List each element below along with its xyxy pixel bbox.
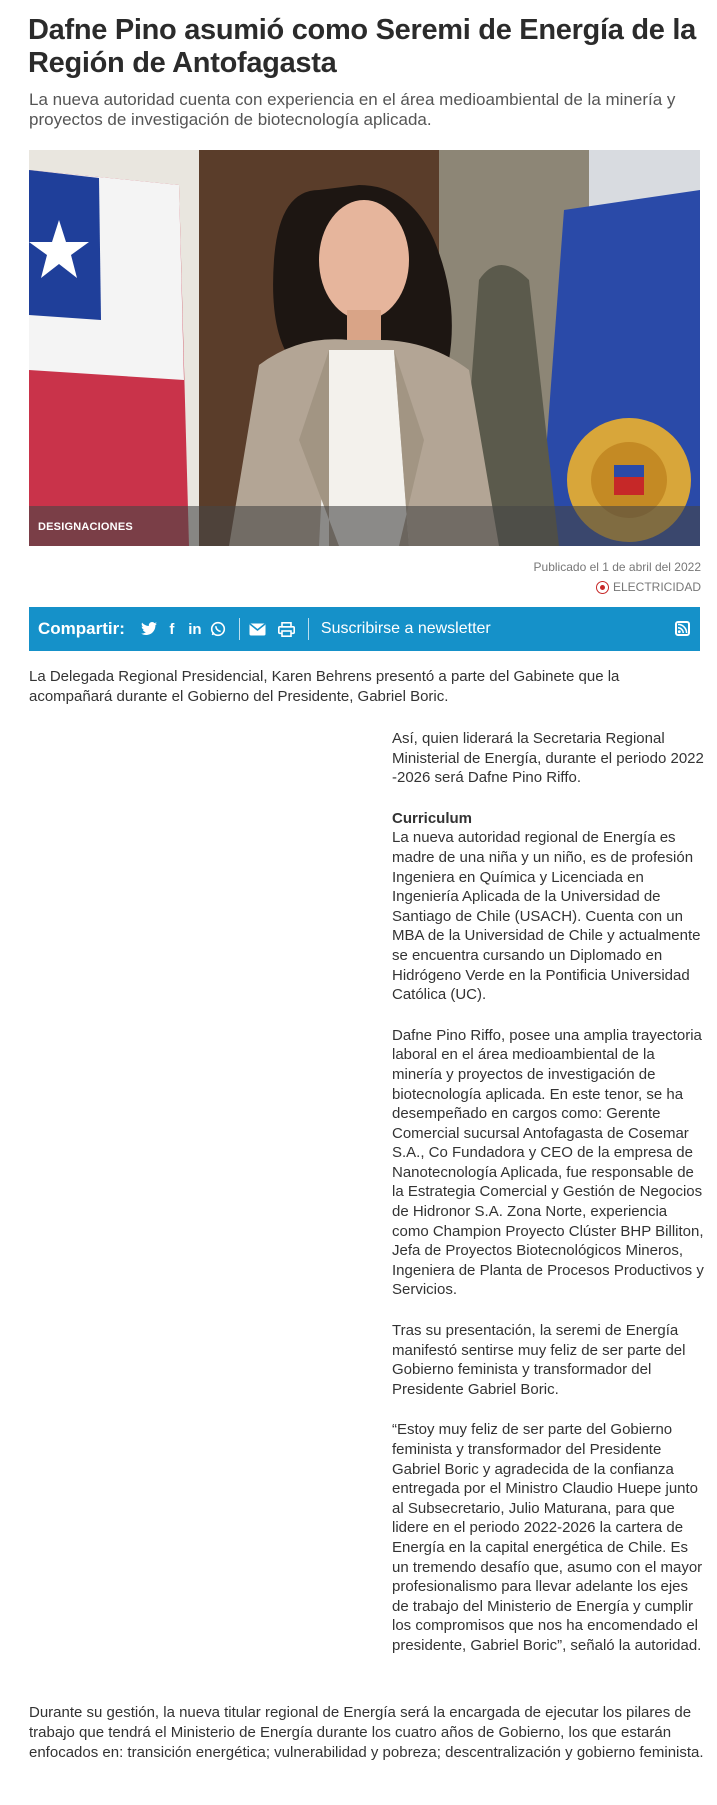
- share-label: Compartir:: [38, 619, 125, 638]
- paragraph: Tras su presentación, la seremi de Energía manifestó sentirse muy feliz de ser parte del Gobierno feminista y transformador del Presidente Gabriel Boric.: [392, 1322, 686, 1398]
- linkedin-icon[interactable]: in: [188, 620, 202, 638]
- whatsapp-icon[interactable]: [208, 619, 228, 639]
- print-icon[interactable]: [277, 619, 297, 639]
- twitter-icon[interactable]: [139, 619, 159, 639]
- paragraph: La nueva autoridad regional de Energía es madre de una niña y un niño, es de profesión Ingeniera en Química y Licenciada en Ingeniería Aplicada de la Universidad de Santiago de Chile (USACH). Cuenta con un MBA de la Universidad de Chile y actualmente se encuentra cursando un Diplomado en Hidrógeno Verde en la Pontificia Universidad Católica (UC).: [392, 829, 701, 1004]
- paragraph: Así, quien liderará la Secretaria Regional Ministerial de Energía, durante el periodo 2022 -2026 será Dafne Pino Riffo.: [392, 730, 704, 787]
- section-heading: Curriculum: [392, 809, 473, 827]
- article-column: [392, 729, 704, 1677]
- category-link[interactable]: [596, 580, 701, 594]
- article-title: Dafne Pino asumió como Seremi de Energía de la Región de Antofagasta: [28, 14, 696, 79]
- hero-photo-illustration: [29, 150, 700, 546]
- publish-date: Publicado el 1 de abril del 2022: [533, 560, 701, 574]
- email-icon[interactable]: [248, 619, 268, 639]
- curriculum-section: [392, 809, 704, 1005]
- hero-image[interactable]: [29, 150, 700, 546]
- category-label: ELECTRICIDAD: [612, 580, 701, 594]
- article-subtitle: La nueva autoridad cuenta con experiencia en el área medioambiental de la minería y proyectos de investigación de biotecnología aplicada.: [29, 90, 676, 129]
- target-icon: [596, 581, 609, 594]
- paragraph: Dafne Pino Riffo, posee una amplia trayectoria laboral en el área medioambiental de la minería y proyectos de investigación de biotecnología aplicada. En este tenor, se ha desempeñado en cargos como: Gerente Comercial sucursal Antofagasta de Cosemar S.A., Co Fundadora y CEO de la empresa de Nanotecnología Aplicada, fue responsable de la Estrategia Comercial y Gestión de Negocios de Hidronor S.A. Zona Norte, experiencia como Champion Proyecto Clúster BHP Billiton, Jefa de Proyectos Biotecnológicos Mineros, Ingeniera de Planta de Procesos Productivos y Servicios.: [392, 1026, 704, 1299]
- article-intro: La Delegada Regional Presidencial, Karen Behrens presentó a parte del Gabinete que la acompañará durante el Gobierno del Presidente, Gabriel Boric.: [29, 668, 620, 705]
- facebook-icon[interactable]: f: [169, 620, 175, 638]
- separator: [308, 618, 309, 640]
- quote-paragraph: “Estoy muy feliz de ser parte del Gobierno feminista y transformador del Presidente Gabriel Boric y agradecida de la confianza entregada por el Ministro Claudio Huepe junto al Subsecretario, Julio Maturana, para que lidere en el periodo 2022-2026 la cartera de Energía en la capital energética de Chile. Es un tremendo desafío que, asumo con el mayor profesionalismo para llevar adelante los ejes de trabajo del Ministerio de Energía y cumplir los compromisos que nos ha encomendado el presidente, Gabriel Boric”, señaló la autoridad.: [392, 1421, 703, 1654]
- separator: [239, 618, 240, 640]
- newsletter-link[interactable]: Suscribirse a newsletter: [320, 620, 491, 637]
- category-tag[interactable]: DESIGNACIONES: [38, 521, 133, 533]
- rss-icon[interactable]: [675, 621, 690, 636]
- article-outro: Durante su gestión, la nueva titular regional de Energía será la encargada de ejecutar los pilares de trabajo que tendrá el Ministerio de Energía durante los cuatro años de Gobierno, los que estarán enfocados en: transición energética; vulnerabilidad y pobreza; descentralización y gobierno feminista.: [29, 1704, 704, 1761]
- share-bar: [29, 607, 700, 651]
